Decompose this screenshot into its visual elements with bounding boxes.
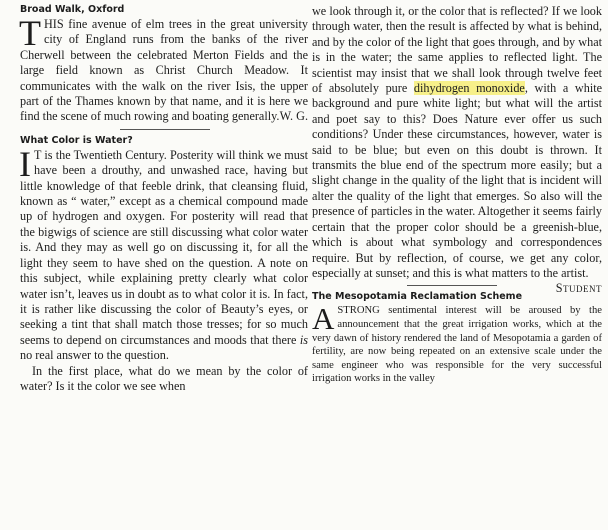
article-text: no real answer to the question. xyxy=(20,348,169,363)
article-body xyxy=(19,143,308,364)
drop-cap: T xyxy=(19,13,41,53)
article-signature: Student xyxy=(555,281,602,296)
emphasis-word: is xyxy=(299,332,308,347)
article-text: STRONG sentimental interest will be aroused by the announcement that the great irrigation works, which at the very dawn of history rendered the land of Mesopotamia a garden of fertility, are now being repeated on an extensive scale under the same engineer who was responsible for the very successful irrigation works in the valley xyxy=(312,305,602,385)
article-mesopotamia xyxy=(312,291,602,386)
article-heading: Broad Walk, Oxford xyxy=(20,4,125,15)
article-broad-walk xyxy=(20,4,308,125)
section-divider xyxy=(407,285,497,286)
drop-cap: A xyxy=(312,301,335,337)
article-text: HIS fine avenue of elm trees in the great university city of England runs from the banks of the river Cherwell between the celebrated Merton Fields and the large field known as Christ Church Meadow. It communicates with the walk on the river Isis, the upper part of the Thames known by that name, and it is here we find the scene of much rowing and boating generally. xyxy=(20,17,308,124)
article-water-color-continued xyxy=(312,4,603,296)
article-text: we look through it, or the color that is reflected? If we look through water, then the result is affected by what is behind, and by the color of the light that goes through, and by what is in the water; the same applies to reflected light. The scientist may insist that we shall look through twelve feet of absolutely pure xyxy=(312,4,602,96)
section-divider xyxy=(120,129,210,130)
article-signature: W. G. xyxy=(279,109,308,124)
highlighted-phrase[interactable]: dihydrogen monoxide xyxy=(413,81,525,96)
article-body xyxy=(19,13,308,125)
article-body xyxy=(312,4,603,296)
drop-cap: I xyxy=(19,143,31,184)
article-heading: What Color is Water? xyxy=(20,134,133,146)
article-heading: The Mesopotamia Reclamation Scheme xyxy=(312,291,523,303)
left-column xyxy=(20,4,308,394)
article-body: In the first place, what do we mean by the color of water? Is it the color we see when xyxy=(20,363,308,393)
article-water-color xyxy=(20,135,308,395)
article-text: , with a white background and pure white light; but what will the artist and poet say to this? Does Nature ever offer us such conditions? Under these circumstances, however, water is said to be blue; but even on this doubt is thrown. It transmits the blue end of the spectrum more easily; but a slight change in the quality of the light that is incident will alter the quality of the light that emerges. So also will the presence of particles in the water. Altogether it seems fairly certain that the proper color should be a greenish-blue, which is about what symbology and correspondences require. But by reflection, of course, we get any color, especially at sunset; and this is what matters to the artist. xyxy=(312,81,603,280)
article-text: T is the Twentieth Century. Posterity will think we must have been a drouthy, and unwashed race, having but little knowledge of that feeble drink, that cleansing fluid, known as “ water,” except as a chemical compound made up of hydrogen and oxygen. For posterity will read that the bigwigs of science are still discussing what color water is. And they may as well go on discussing it, for all the light they seem to have shed on the question. A note on this subject, while explaining pretty clearly what color water isn’t, leaves us in doubt as to what color it is. In fact, it is rather like discussing the color of Beauty’s eyes, or seeking a tint that shall match those tresses; for so much seems to depend on circumstances and moods that there xyxy=(20,147,308,347)
article-body xyxy=(312,301,602,386)
right-column xyxy=(312,4,602,386)
